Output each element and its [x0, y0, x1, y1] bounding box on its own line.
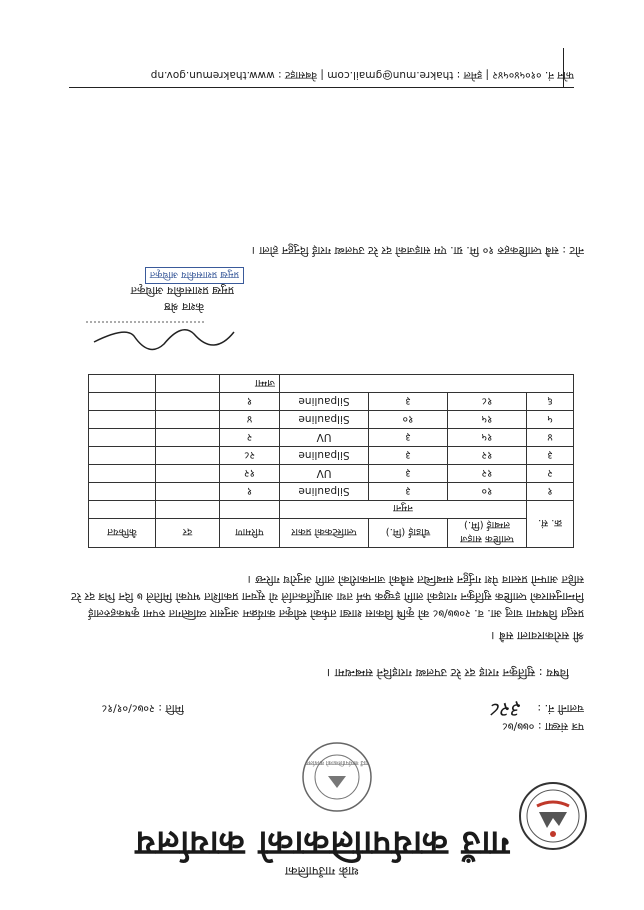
plastic-requirement-table — [88, 374, 574, 548]
dispatch-number-handwritten: ३२८ — [490, 698, 522, 722]
letter-number: पत्र संख्या : ०७७/७८ — [502, 720, 584, 733]
table-row: १ १० ३ Silpauline १ — [89, 483, 574, 501]
letter-date: मिति : २०७८/०१/१८ — [101, 702, 184, 715]
table-total-row — [89, 375, 574, 393]
signatory-title: प्रमुख प्रशासकीय अधिकृत — [130, 284, 234, 297]
table-row: ३ १२ ३ Silpauline २८ — [89, 447, 574, 465]
officer-ink-stamp: प्रमुख प्रशासकीय अधिकृत — [145, 267, 244, 284]
table-total-label: जम्मा — [220, 375, 280, 393]
table-row: ४ १५ ३ UV २ — [89, 429, 574, 447]
table-header-remarks: कैफियत — [89, 519, 156, 548]
org-name-line1: थाक्रे गाउँपालिका — [285, 864, 359, 878]
letter-note: नोट : सबै प्लाष्टिकहरु १० मि. ग्रा. एम साइजको दर रेट उपलब्ध गराई दिनुहुन होला । — [251, 244, 584, 257]
table-header-sn: क्र. सं. — [527, 501, 574, 548]
handwritten-signature — [74, 316, 244, 362]
footer-contact: फोन नं. ०१०५४०५४२ | इमेल : thakre.mun@gmail.com | वेबसाइट : www.thakremun.gov.np — [150, 69, 574, 81]
dispatch-number-label: चलानी नं. : — [537, 702, 584, 715]
signatory-name: केशव श्रेष्ठ — [164, 300, 204, 313]
office-round-stamp — [298, 738, 376, 816]
table-header-quantity: परिमाण — [220, 519, 280, 548]
org-name-line2: गाउँ कार्यपालिकाको कार्यालय — [134, 823, 510, 863]
table-header-rate: दर — [156, 519, 220, 548]
letter-body: प्रस्तुत विषयमा चालु आ. व. २०७७/७८ को कृषि विकास शाखा तर्फको स्वीकृत कार्यक्रम अनुसार व्यक्तिगत रुपमा कृषकहरुलाई निम्नानुसारको प्लाष्टिक सुर्तिकुन गराइको लागि इच्छुक फर्म तथा आपूर्तिकर्ताले यो सूचना प्रकाशित भएको मितिले ७ दिन भित्र दर रेट सहित आफ्नो प्रस्ताव पेश गर्नुहुन सम्बन्धित सबैको जानकारीको लागि अनुरोध गरिन्छ । — [71, 573, 584, 620]
svg-text:गाउँ कार्यपालिकाको कार्यालय: गाउँ कार्यपालिकाको कार्यालय — [305, 759, 369, 766]
table-subheader: नमुना — [280, 501, 527, 519]
table-row: ६ १८ ३ Silpauline १ — [89, 393, 574, 411]
table-row: ५ १५ १० Silpauline ४ — [89, 411, 574, 429]
table-header-length: प्लाष्टिक साइज लम्बाई (मि.) — [448, 519, 527, 548]
footer-divider — [69, 87, 574, 88]
table-header-type: प्लास्टिकको प्रकार — [280, 519, 369, 548]
letter-subject: विषय : सुर्तिकुन गराइ दर रेट उपलब्ध गराइदिने सम्बन्धमा । — [326, 666, 569, 680]
table-row: २ १२ ३ UV १२ — [89, 465, 574, 483]
table-header-width: चौडाई (मि.) — [369, 519, 448, 548]
letter-salutation: श्री सरोकारवाला सबै । — [491, 629, 584, 643]
